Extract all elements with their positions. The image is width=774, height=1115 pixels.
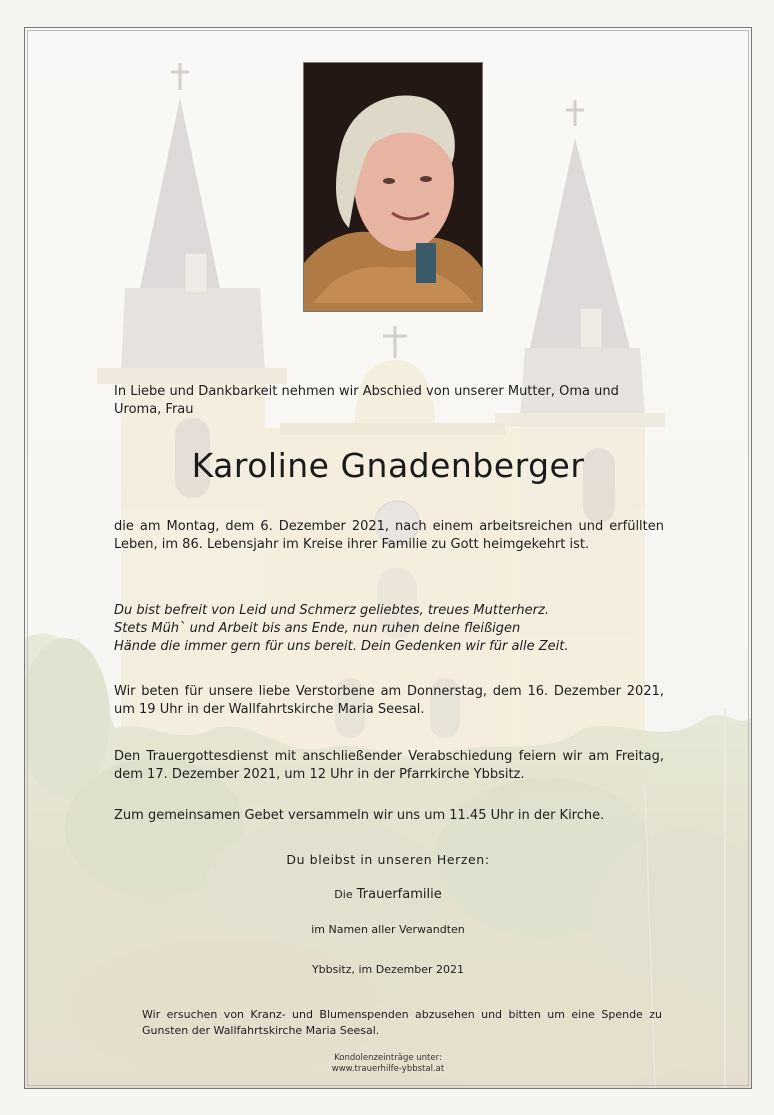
obituary-card [24,27,752,1089]
gathering-notice: Zum gemeinsamen Gebet versammeln wir uns um 11.45 Uhr in der Kirche. [114,808,605,823]
poem [114,602,674,656]
poem-line: Du bist befreit von Leid und Schmerz geliebtes, treues Mutterherz. [114,603,549,618]
condolence-url[interactable]: www.trauerhilfe-ybbstal.at [331,1064,445,1074]
deceased-name: Karoline Gnadenberger [191,446,585,485]
poem-line: Stets Müh` und Arbeit bis ans Ende, nun ruhen deine fleißigen [114,621,521,636]
place-date: Ybbsitz, im Dezember 2021 [311,963,465,976]
intro-text: In Liebe und Dankbarkeit nehmen wir Abschied von unserer Mutter, Oma und Uroma, Frau [114,384,619,417]
family-name: Trauerfamilie [356,887,442,902]
family-signature [25,886,751,904]
donation-request: Wir ersuchen von Kranz- und Blumenspenden abzusehen und bitten um eine Spende zu Gunsten der Wallfahrtskirche Maria Seesal. [142,1008,662,1037]
prayer-notice: Wir beten für unsere liebe Verstorbene am Donnerstag, dem 16. Dezember 2021, um 19 Uhr in der Wallfahrtskirche Maria Seesal. [114,684,664,717]
closing-line: Du bleibst in unseren Herzen: [286,852,490,867]
poem-line: Hände die immer gern für uns bereit. Dein Gedenken wir für alle Zeit. [114,639,569,654]
relatives-line: im Namen aller Verwandten [311,923,465,936]
condolence-label: Kondolenzeinträge unter: [334,1053,442,1063]
funeral-notice: Den Trauergottesdienst mit anschließender Verabschiedung feiern wir am Freitag, dem 17. Dezember 2021, um 12 Uhr in der Pfarrkirche Ybbsitz. [114,749,664,782]
portrait-photo [303,62,483,312]
family-prefix: Die [334,888,353,901]
death-notice: die am Montag, dem 6. Dezember 2021, nach einem arbeitsreichen und erfüllten Leben, im 86. Lebensjahr im Kreise ihrer Familie zu Gott heimgekehrt ist. [114,519,664,552]
